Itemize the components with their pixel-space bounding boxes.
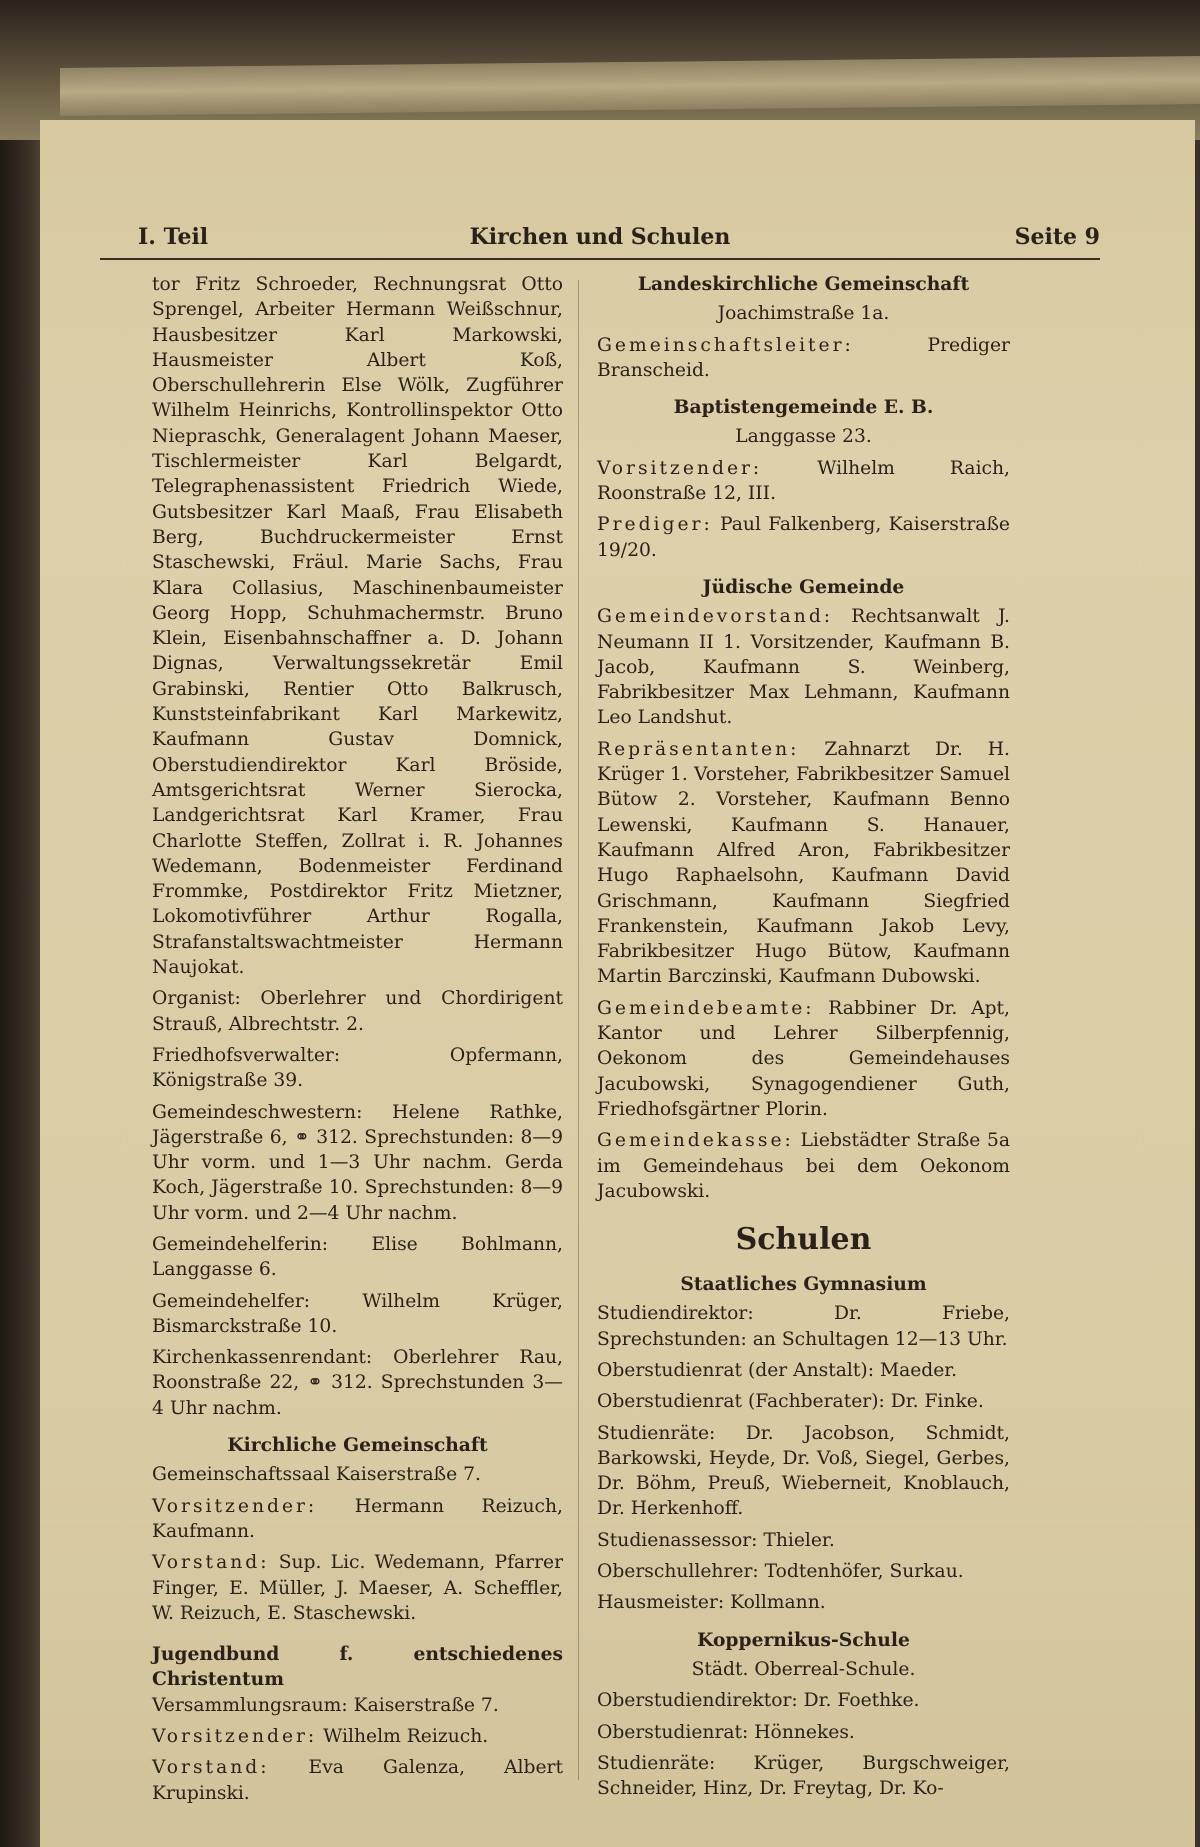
school-staff-entry: Oberstudienrat (der Anstalt): Maeder.	[597, 1359, 958, 1381]
entry-label: Repräsentanten:	[597, 738, 800, 760]
book-page-stack	[60, 56, 1200, 116]
leader-entry	[597, 333, 1010, 384]
page-header	[100, 218, 1100, 260]
cemetery-admin-entry: Friedhofsverwalter: Opfermann, Königstraße 39.	[152, 1044, 563, 1092]
entry-label: Gemeindekasse:	[597, 1130, 794, 1152]
header-title: Kirchen und Schulen	[469, 224, 731, 250]
entry-value: Eva Galenza, Albert Krupinski.	[152, 1757, 563, 1804]
community-board-entry	[597, 604, 1010, 730]
entry-value: Wilhelm Raich, Roonstraße 12, III.	[597, 457, 1010, 505]
header-page-number: Seite 9	[1014, 224, 1100, 250]
entry-label: Vorsitzender:	[597, 457, 763, 479]
school-staff-entry: Studienräte: Krüger, Burgschweiger, Schneider, Hinz, Dr. Freytag, Dr. Ko-	[597, 1752, 1010, 1800]
chairman-entry	[152, 1494, 563, 1545]
organist-entry: Organist: Oberlehrer und Chordirigent Strauß, Albrechtstr. 2.	[152, 988, 563, 1035]
entry-label: Prediger:	[597, 514, 713, 536]
assembly-hall-entry: Gemeinschaftssaal Kaiserstraße 7.	[152, 1464, 481, 1486]
header-part: I. Teil	[138, 224, 209, 250]
entry-label: Vorstand:	[152, 1757, 270, 1779]
school-staff-entry: Hausmeister: Kollmann.	[597, 1592, 826, 1614]
section-heading: Koppernikus-Schule	[697, 1628, 910, 1651]
chairman-entry	[597, 456, 1010, 507]
entry-value: Rabbiner Dr. Apt, Kantor und Lehrer Silberpfennig, Oekonom des Gemeindehauses Jacubowski, Synagogendiener Guth, Friedhofsgärtner Plorin.	[597, 997, 1010, 1120]
school-staff-entry: Studienräte: Dr. Jacobson, Schmidt, Barkowski, Heyde, Dr. Voß, Siegel, Gerbes, Dr. Böhm, Preuß, Wieberneit, Knoblauch, Dr. Herkenhoff.	[597, 1422, 1010, 1520]
section-heading-youth: Jugendbund f. entschiedenes Christentum	[152, 1643, 563, 1691]
entry-value: Hermann Reizuch, Kaufmann.	[152, 1495, 563, 1542]
entry-label: Vorsitzender:	[152, 1495, 318, 1517]
entry-value: Prediger Branscheid.	[597, 334, 1010, 381]
section-heading: Baptistengemeinde E. B.	[673, 396, 934, 419]
representatives-entry	[597, 737, 1010, 990]
treasurer-entry: Kirchenkassenrendant: Oberlehrer Rau, Roonstraße 22, ⚭ 312. Sprechstunden 3—4 Uhr nachm.	[152, 1347, 563, 1419]
book-top-edge	[0, 0, 1200, 140]
column-divider	[578, 280, 579, 1780]
meeting-room-entry: Versammlungsraum: Kaiserstraße 7.	[152, 1694, 499, 1716]
entry-value: Sup. Lic. Wedemann, Pfarrer Finger, E. Müller, J. Maeser, A. Scheffler, W. Reizuch, E. Staschewski.	[152, 1552, 563, 1624]
schools-heading: Schulen	[735, 1222, 872, 1258]
board-entry	[152, 1550, 563, 1626]
officials-entry	[597, 996, 1010, 1122]
school-staff-entry: Oberstudiendirektor: Dr. Foethke.	[597, 1690, 920, 1712]
entry-value: Rechtsanwalt J. Neumann II 1. Vorsitzender, Kaufmann B. Jacob, Kaufmann S. Weinberg, Fabrikbesitzer Max Lehmann, Kaufmann Leo Landshut.	[597, 606, 1010, 729]
parish-helper-female-entry: Gemeindehelferin: Elise Bohlmann, Langgasse 6.	[152, 1233, 563, 1281]
address-line: Joachimstraße 1a.	[717, 303, 890, 325]
youth-board-entry	[152, 1755, 563, 1806]
school-staff-entry: Studienassessor: Thieler.	[597, 1529, 835, 1551]
section-heading: Staatliches Gymnasium	[680, 1273, 927, 1296]
section-heading: Landeskirchliche Gemeinschaft	[637, 273, 970, 295]
deaconess-entry: Gemeindeschwestern: Helene Rathke, Jägerstraße 6, ⚭ 312. Sprechstunden: 8—9 Uhr vorm. und 1—3 Uhr nachm. Gerda Koch, Jägerstraße 10. Sprechstunden: 8—9 Uhr vorm. und 2—4 Uhr nachm.	[152, 1101, 563, 1224]
left-column	[152, 272, 563, 1806]
section-heading: Kirchliche Gemeinschaft	[227, 1434, 488, 1457]
entry-value: Zahnarzt Dr. H. Krüger 1. Vorsteher, Fabrikbesitzer Samuel Bütow 2. Vorsteher, Kaufmann Benno Lewenski, Kaufmann S. Hanauer, Kaufmann Alfred Aron, Fabrikbesitzer Hugo Raphaelsohn, Kaufmann David Grischmann, Kaufmann Siegfried Frankenstein, Kaufmann Jakob Levy, Fabrikbesitzer Hugo Bütow, Kaufmann Martin Barczinski, Kaufmann Dubowski.	[597, 738, 1010, 988]
entry-label: Vorstand:	[152, 1552, 270, 1574]
school-staff-entry: Oberstudienrat: Hönnekes.	[597, 1721, 855, 1743]
right-column	[597, 272, 1010, 1801]
entry-value: Liebstädter Straße 5a im Gemeindehaus bei dem Oekonom Jacubowski.	[597, 1130, 1010, 1202]
entry-label: Gemeinschaftsleiter:	[597, 334, 854, 356]
school-type-line: Städt. Oberreal-Schule.	[691, 1658, 916, 1680]
address-line: Langgasse 23.	[735, 426, 872, 448]
treasury-entry	[597, 1128, 1010, 1204]
school-staff-entry: Studiendirektor: Dr. Friebe, Sprechstunden: an Schultagen 12—13 Uhr.	[597, 1303, 1010, 1350]
parish-helper-male-entry: Gemeindehelfer: Wilhelm Krüger, Bismarckstraße 10.	[152, 1290, 563, 1337]
entry-label: Gemeindevorstand:	[597, 606, 834, 628]
entry-label: Vorsitzender:	[152, 1726, 318, 1748]
school-staff-entry: Oberstudienrat (Fachberater): Dr. Finke.	[597, 1391, 984, 1413]
entry-label: Gemeindebeamte:	[597, 997, 815, 1019]
section-heading: Jüdische Gemeinde	[702, 575, 905, 598]
entry-value: Paul Falkenberg, Kaiserstraße 19/20.	[597, 514, 1010, 561]
preacher-entry	[597, 512, 1010, 563]
entry-value: Wilhelm Reizuch.	[317, 1726, 489, 1748]
youth-chairman-entry	[152, 1724, 563, 1749]
board-members-text: tor Fritz Schroeder, Rechnungsrat Otto Sprengel, Arbeiter Hermann Weißschnur, Hausbesitzer Karl Markowski, Hausmeister Albert Koß, Oberschullehrerin Else Wölk, Zugführer Wilhelm Heinrichs, Kontrollinspektor Otto Niepraschk, Generalagent Johann Maeser, Tischlermeister Karl Belgardt, Telegraphenassistent Friedrich Wiede, Gutsbesitzer Karl Maaß, Frau Elisabeth Berg, Buchdruckermeister Ernst Staschewski, Fräul. Marie Sachs, Frau Klara Collasius, Maschinenbaumeister Georg Hopp, Schuhmachermstr. Bruno Klein, Eisenbahnschaffner a. D. Johann Dignas, Verwaltungssekretär Emil Grabinski, Rentier Otto Balkrusch, Kunststeinfabrikant Karl Markewitz, Kaufmann Gustav Domnick, Oberstudiendirektor Karl Bröside, Amtsgerichtsrat Werner Sierocka, Landgerichtsrat Karl Kramer, Frau Charlotte Steffen, Zollrat i. R. Johannes Wedemann, Bodenmeister Ferdinand Frommke, Postdirektor Fritz Mietzner, Lokomotivführer Arthur Rogalla, Strafanstaltswachtmeister Hermann Naujokat.	[152, 274, 563, 979]
school-staff-entry: Oberschullehrer: Todtenhöfer, Surkau.	[597, 1561, 964, 1583]
